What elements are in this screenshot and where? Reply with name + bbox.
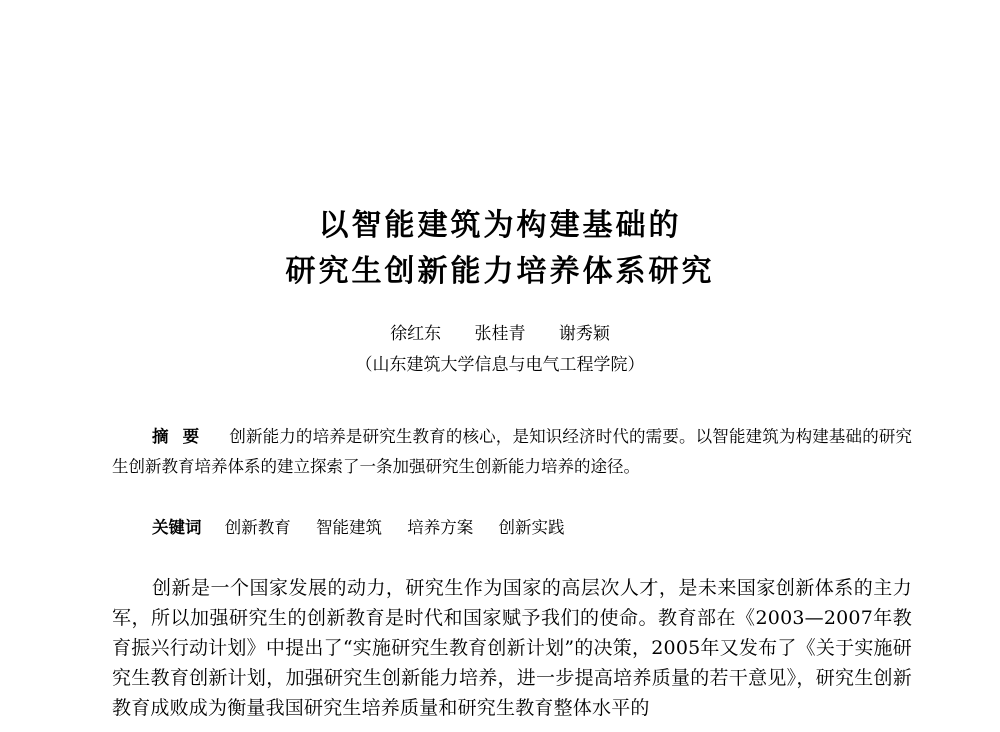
keywords-label: 关键词 [152,518,202,537]
keywords-section [152,513,912,543]
author-name: 谢秀颖 [558,324,610,344]
keyword: 智能建筑 [316,518,382,537]
affiliation: （山东建筑大学信息与电气工程学院） [355,355,645,375]
keyword: 培养方案 [407,518,474,537]
paper-title-line-2: 研究生创新能力培养体系研究 [285,254,715,289]
abstract-label: 摘要 [152,427,214,446]
author-name: 徐红东 [390,324,442,344]
keyword: 创新实践 [498,518,565,537]
body-paragraph: 创新是一个国家发展的动力，研究生作为国家的高层次人才，是未来国家创新体系的主力军，所以加强研究生的创新教育是时代和国家赋予我们的使命。教育部在《2003—2007年教育振兴行动计划》中提出了“实施研究生教育创新计划”的决策，2005年又发布了《关于实施研究生教育创新计划，加强研究生创新能力培养，进一步提高培养质量的若干意见》，研究生创新教育成败成为衡量我国研究生培养质量和研究生教育整体水平的 [112,577,912,719]
abstract-text: 创新能力的培养是研究生教育的核心，是知识经济时代的需要。以智能建筑为构建基础的研究生创新教育培养体系的建立探索了一条加强研究生创新能力培养的途径。 [112,427,913,476]
keyword: 创新教育 [224,518,291,537]
author-list [0,322,1000,346]
paper-title-line-1: 以智能建筑为构建基础的 [318,208,682,243]
author-name: 张桂青 [474,324,526,344]
abstract-section [112,422,912,482]
